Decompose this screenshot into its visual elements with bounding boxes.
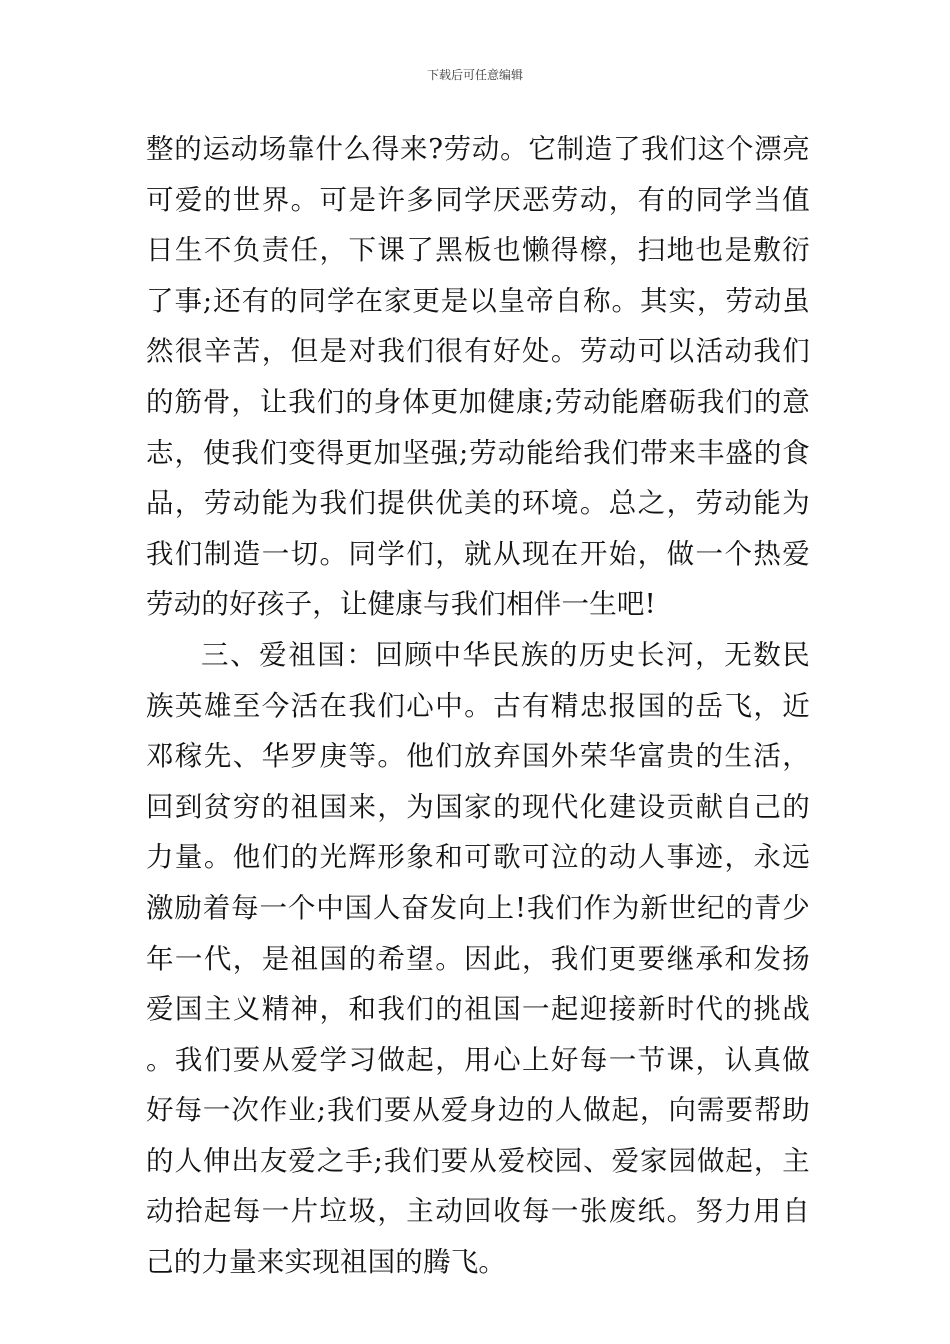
paragraph-patriotism: 三、爱祖国：回顾中华民族的历史长河，无数民族英雄至今活在我们心中。古有精忠报国的岳飞，近邓稼先、华罗庚等。他们放弃国外荣华富贵的生活，回到贫穷的祖国来，为国家的现代化建设贡献自己的力量。他们的光辉形象和可歌可泣的动人事迹，永远激励着每一个中国人奋发向上!我们作为新世纪的青少年一代，是祖国的希望。因此，我们更要继承和发扬爱国主义精神，和我们的祖国一起迎接新时代的挑战。我们要从爱学习做起，用心上好每一节课，认真做好每一次作业;我们要从爱身边的人做起，向需要帮助的人伸出友爱之手;我们要从爱校园、爱家园做起，主动拾起每一片垃圾，主动回收每一张废纸。努力用自己的力量来实现祖国的腾飞。 bbox=[146, 638, 810, 1279]
page-header: 下载后可任意编辑 bbox=[426, 68, 523, 82]
paragraph-labor: 整的运动场靠什么得来?劳动。它制造了我们这个漂亮可爱的世界。可是许多同学厌恶劳动，有的同学当值日生不负责任，下课了黑板也懒得檫，扫地也是敷衍了事;还有的同学在家更是以皇帝自称。其实，劳动虽然很辛苦，但是对我们很有好处。劳动可以活动我们的筋骨，让我们的身体更加健康;劳动能磨砺我们的意志，使我们变得更加坚强;劳动能给我们带来丰盛的食品，劳动能为我们提供优美的环境。总之，劳动能为我们制造一切。同学们，就从现在开始，做一个热爱劳动的好孩子，让健康与我们相伴一生吧! bbox=[146, 133, 810, 621]
document-body bbox=[146, 124, 810, 1288]
